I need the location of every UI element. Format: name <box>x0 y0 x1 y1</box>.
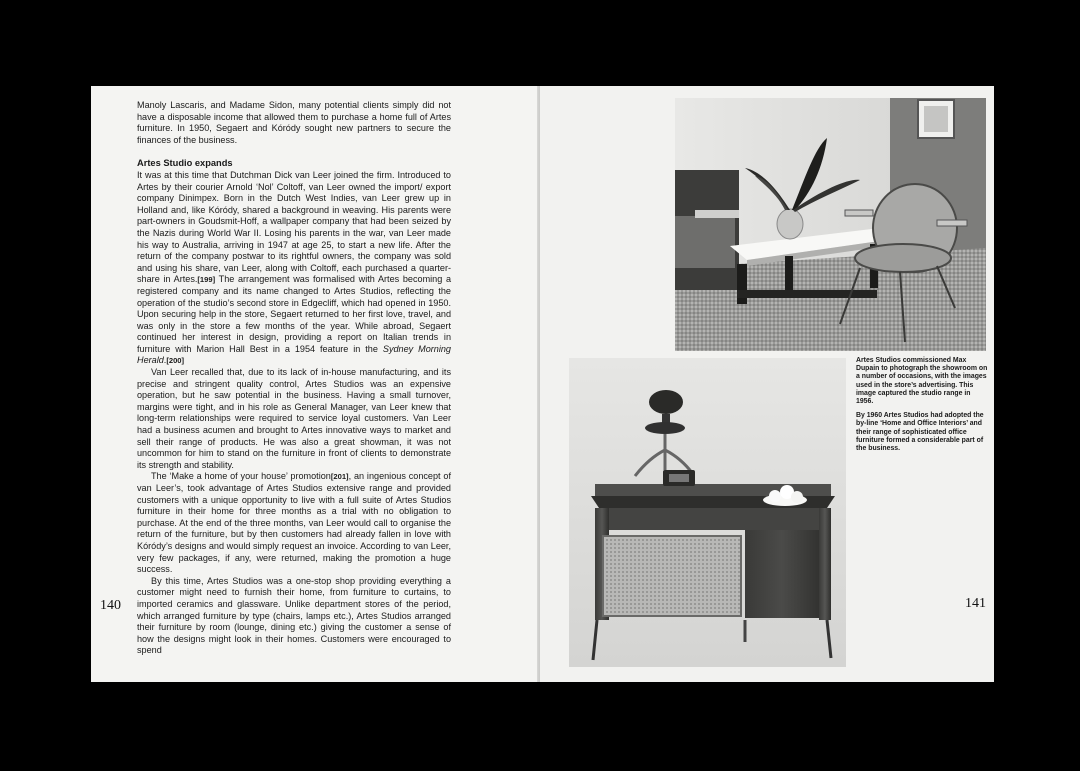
caption-showroom: Artes Studios commissioned Max Dupain to photograph the showroom on a number of occasions, with the images used in the store’s advertising. This image captured the studio range in 1956. <box>856 357 988 406</box>
page-number-right: 141 <box>965 596 986 611</box>
intro-paragraph: Manoly Lascaris, and Madame Sidon, many potential clients simply did not have a disposable income that allowed them to purchase a home full of Artes furniture. In 1950, Segaert and Kóródy sought new partners to secure the finances of the business. <box>137 100 451 145</box>
paragraph-1-part-a: It was at this time that Dutchman Dick van Leer joined the firm. Introduced to Artes by their courier Arnold ‘Nol’ Coltoff, van Leer owned the import/ export company Dinimpex. Born in the Dutch West Indies, van Leer grew up in Holland and, like Kóródy, shared a background in weaving. His parents were part-owners in Goudsmit-Hoff, a wallpaper company that had been seized by the Nazis during World War II. Losing his parents in the war, van Leer made his way to Australia, arriving in 1947 at age 25, to start a new life. After the return of the company postwar to its rightful owners, the company was sold and using his share, van Leer, along with Coltoff, each purchased a quarter-share in Artes. <box>137 169 451 285</box>
paragraph-1-part-b: The arrangement was formalised with Artes becoming a registered company and its name changed to Artes Studios, reflecting the operation of the studio’s second store in Edgecliff, which had opened in 1950. Upon securing help in the store, Segaert returned to her first love, travel, and was only in the store a few months of the year. While abroad, Segaert continued her interest in design, providing a report on Italian trends in furniture with Marion Hall Best in a 1954 feature in the <box>137 274 451 354</box>
paragraph-3 <box>137 471 451 575</box>
right-page <box>540 86 994 682</box>
paragraph-3-part-b: , an ingenious concept of van Leer’s, took advantage of Artes Studios extensive range and provided customers with a unique opportunity to live with a full suite of Artes Studios furniture in their home for three months as a trial with no obligation to purchase. At the end of the three months, van Leer would call to organise the return of the furniture, but by then customers had already fallen in love with Kóródy’s designs and would simply request an invoice. According to van Leer, very few packages, if any, were returned, making the promotion a huge success. <box>137 471 451 575</box>
paragraph-1-part-c: . <box>163 355 167 366</box>
footnote-ref-199[interactable]: [199] <box>197 275 216 285</box>
left-page <box>91 86 539 682</box>
body-text-column <box>137 100 451 657</box>
office-desk-photo <box>569 358 846 667</box>
section-heading: Artes Studio expands <box>137 158 233 169</box>
footnote-ref-201[interactable]: [201] <box>330 472 349 482</box>
caption-office: By 1960 Artes Studios had adopted the by-line ‘Home and Office Interiors’ and their range of sophisticated office furniture formed a considerable part of the business. <box>856 412 984 453</box>
paragraph-3-part-a: The ‘Make a home of your house’ promotion <box>151 471 331 482</box>
footnote-ref-200[interactable]: [200] <box>166 356 185 366</box>
paragraph-2: Van Leer recalled that, due to its lack of in-house manufacturing, and its precise and stringent quality control, Artes Studios was an expensive operation, but he saw potential in the business. Having a small turnover, margins were tight, and in his role as General Manager, van Leer knew that long-term relationships were required to service loyal customers. Van Leer had a business acumen and brought to Artes innovative ways to market and sell their range of products. He was also a great showman, it was not uncommon for him to stand on the furniture in front of clients to demonstrate its strength and stability. <box>137 367 451 470</box>
showroom-photo <box>675 98 986 351</box>
paragraph-4: By this time, Artes Studios was a one-stop shop providing everything a customer might need to furnish their home, from furniture to curtains, to imported ceramics and glassware. Unlike department stores of the period, which arranged furniture by type (chairs, lamps etc.), Artes Studios arranged their furniture by room (lounge, dining etc.) giving the customer a sense of how the designs might look in their homes. Customers were encouraged to spend <box>137 575 451 656</box>
paragraph-1 <box>137 170 451 367</box>
page-number-left: 140 <box>100 598 121 613</box>
publication-title: Sydney Morning Herald <box>137 343 451 366</box>
photo-captions <box>856 357 988 459</box>
